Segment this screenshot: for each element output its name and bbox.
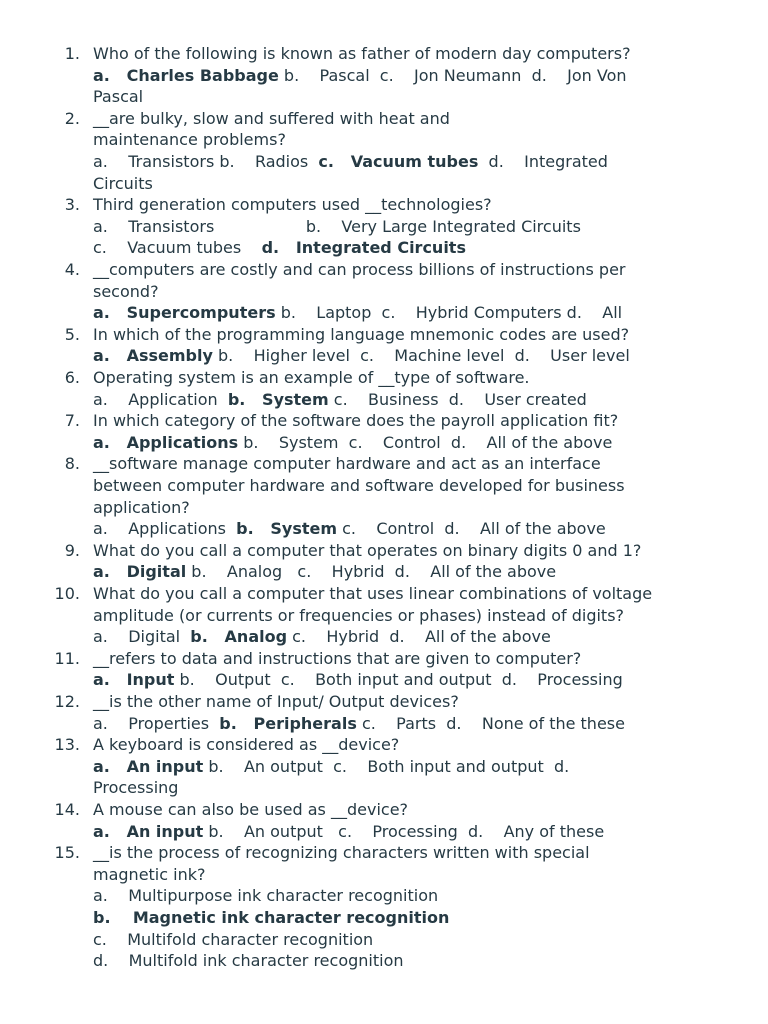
question-body — [93, 43, 723, 108]
correct-answer: b. Analog — [190, 627, 288, 647]
question-line — [93, 237, 723, 259]
question-item — [0, 540, 768, 583]
question-text: __is the other name of Input/ Output devices? — [93, 692, 459, 711]
question-text: a. Transistors b. Very Large Integrated Circuits — [93, 216, 581, 236]
question-text: Who of the following is known as father of modern day computers? — [93, 44, 631, 63]
question-body — [93, 194, 723, 259]
question-text: amplitude (or currents or frequencies or phases) instead of digits? — [93, 605, 625, 625]
question-text: c. Vacuum tubes — [93, 238, 262, 258]
question-item — [0, 324, 768, 367]
question-line — [93, 65, 723, 87]
question-item — [0, 410, 768, 453]
question-body — [93, 583, 723, 648]
question-line — [93, 713, 723, 735]
question-text-line — [93, 259, 723, 281]
question-text: __refers to data and instructions that are given to computer? — [93, 648, 582, 668]
question-text: b. Analog c. Hybrid d. All of the above — [186, 562, 557, 582]
question-text-line — [93, 367, 723, 389]
question-text: In which category of the software does the payroll application fit? — [93, 411, 619, 431]
correct-answer: a. Assembly — [93, 346, 213, 366]
correct-answer: b. Peripherals — [219, 713, 357, 733]
question-line — [93, 432, 723, 454]
question-line — [93, 281, 723, 303]
question-text: second? — [93, 281, 159, 301]
question-number: 6. — [64, 368, 80, 387]
question-line — [93, 669, 723, 691]
question-text-line — [93, 648, 723, 670]
question-text: Processing — [93, 778, 179, 798]
question-item — [0, 583, 768, 648]
question-text-line — [93, 410, 723, 432]
question-line — [93, 907, 723, 929]
question-text: a. Application — [93, 389, 228, 409]
correct-answer: a. Applications — [93, 432, 239, 452]
correct-answer: a. Supercomputers — [93, 303, 276, 323]
question-line — [93, 151, 723, 173]
question-line — [93, 885, 723, 907]
question-item — [0, 691, 768, 734]
question-text: b. An output c. Both input and output d. — [203, 756, 570, 776]
question-text: c. Parts d. None of the these — [356, 713, 625, 733]
question-item — [0, 648, 768, 691]
correct-answer: d. Integrated Circuits — [261, 238, 466, 258]
question-number: 11. — [54, 648, 80, 668]
correct-answer: a. Charles Babbage — [93, 65, 279, 85]
question-item — [0, 259, 768, 324]
question-body — [93, 648, 723, 691]
question-line — [93, 864, 723, 886]
question-body — [93, 453, 723, 539]
question-text-line — [93, 453, 723, 475]
question-line — [93, 605, 723, 627]
question-item — [0, 453, 768, 539]
question-body — [93, 259, 723, 324]
question-text-line — [93, 194, 723, 216]
question-line — [93, 302, 723, 324]
question-item — [0, 842, 768, 972]
question-body — [93, 324, 723, 367]
question-line — [93, 475, 723, 497]
question-body — [93, 734, 723, 799]
question-item — [0, 43, 768, 108]
question-text-line — [93, 324, 723, 346]
question-text: __are bulky, slow and suffered with heat and — [93, 108, 450, 128]
question-text: a. Applications — [93, 519, 237, 539]
question-text: c. Business d. User created — [328, 389, 587, 409]
question-number: 2. — [64, 108, 80, 128]
question-line — [93, 777, 723, 799]
question-item — [0, 367, 768, 410]
question-text: b. System c. Control d. All of the above — [238, 432, 613, 452]
question-line — [93, 173, 723, 195]
question-text: b. An output c. Processing d. Any of these — [203, 821, 605, 841]
question-text: In which of the programming language mnemonic codes are used? — [93, 324, 630, 344]
question-line — [93, 129, 723, 151]
question-number: 5. — [64, 324, 80, 344]
question-item — [0, 108, 768, 194]
question-item — [0, 799, 768, 842]
question-text: maintenance problems? — [93, 130, 286, 150]
question-text-line — [93, 734, 723, 756]
question-line — [93, 389, 723, 411]
question-line — [93, 345, 723, 367]
question-body — [93, 799, 723, 842]
question-text: d. Integrated — [478, 151, 608, 171]
question-text: Pascal — [93, 87, 144, 107]
question-text: __is the process of recognizing characters written with special — [93, 843, 590, 863]
question-text: __computers are costly and can process billions of instructions per — [93, 260, 626, 279]
question-number: 8. — [64, 454, 80, 474]
question-line — [93, 518, 723, 540]
question-number: 9. — [64, 540, 80, 560]
question-text: a. Digital — [93, 627, 191, 647]
question-number: 1. — [64, 44, 80, 63]
question-text: d. Multifold ink character recognition — [93, 951, 404, 971]
question-text: a. Transistors b. Radios — [93, 151, 319, 171]
correct-answer: a. An input — [93, 821, 204, 841]
correct-answer: b. System — [227, 389, 329, 409]
question-text: What do you call a computer that operates on binary digits 0 and 1? — [93, 540, 642, 560]
question-text-line — [93, 540, 723, 562]
question-body — [93, 691, 723, 734]
question-text-line — [93, 799, 723, 821]
correct-answer: c. Vacuum tubes — [318, 151, 479, 171]
question-line — [93, 86, 723, 108]
correct-answer: a. Digital — [93, 562, 187, 582]
question-number: 14. — [54, 800, 80, 819]
question-line — [93, 497, 723, 519]
question-body — [93, 410, 723, 453]
question-text: b. Pascal c. Jon Neumann d. Jon Von — [278, 65, 627, 85]
question-line — [93, 821, 723, 843]
question-text: A keyboard is considered as __device? — [93, 735, 400, 755]
correct-answer: a. Input — [93, 670, 175, 690]
question-line — [93, 561, 723, 583]
question-text: application? — [93, 497, 190, 517]
question-text: Circuits — [93, 173, 153, 193]
question-text-line — [93, 108, 723, 130]
question-text: a. Properties — [93, 713, 220, 733]
question-number: 3. — [64, 195, 80, 215]
question-text: b. Laptop c. Hybrid Computers d. All — [275, 303, 623, 323]
question-text: magnetic ink? — [93, 864, 206, 884]
question-body — [93, 842, 723, 972]
question-line — [93, 929, 723, 951]
question-number: 15. — [54, 843, 80, 863]
question-body — [93, 367, 723, 410]
correct-answer: b. System — [236, 519, 338, 539]
question-line — [93, 216, 723, 238]
question-text: a. Multipurpose ink character recognition — [93, 886, 439, 906]
question-text-line — [93, 691, 723, 713]
question-text: c. Hybrid d. All of the above — [287, 627, 551, 647]
question-item — [0, 734, 768, 799]
correct-answer: a. An input — [93, 756, 204, 776]
question-number: 12. — [54, 692, 80, 711]
question-number: 13. — [54, 735, 80, 755]
question-line — [93, 756, 723, 778]
question-line — [93, 950, 723, 972]
question-body — [93, 540, 723, 583]
correct-answer: b. Magnetic ink character recognition — [93, 907, 450, 927]
question-text: c. Multifold character recognition — [93, 929, 374, 949]
question-text: __software manage computer hardware and act as an interface — [93, 454, 601, 474]
question-number: 4. — [64, 260, 80, 279]
question-text: c. Control d. All of the above — [337, 519, 606, 539]
question-text: b. Higher level c. Machine level d. User level — [212, 346, 630, 366]
question-body — [93, 108, 723, 194]
question-text-line — [93, 842, 723, 864]
question-text: What do you call a computer that uses linear combinations of voltage — [93, 584, 653, 603]
question-text: between computer hardware and software developed for business — [93, 475, 625, 495]
question-number: 10. — [54, 584, 80, 603]
question-text: A mouse can also be used as __device? — [93, 800, 409, 819]
question-text: Third generation computers used __technologies? — [93, 195, 492, 215]
question-text-line — [93, 583, 723, 605]
question-text: Operating system is an example of __type of software. — [93, 368, 530, 387]
question-number: 7. — [64, 411, 80, 431]
question-text-line — [93, 43, 723, 65]
question-item — [0, 194, 768, 259]
question-line — [93, 626, 723, 648]
question-text: b. Output c. Both input and output d. Processing — [174, 670, 623, 690]
